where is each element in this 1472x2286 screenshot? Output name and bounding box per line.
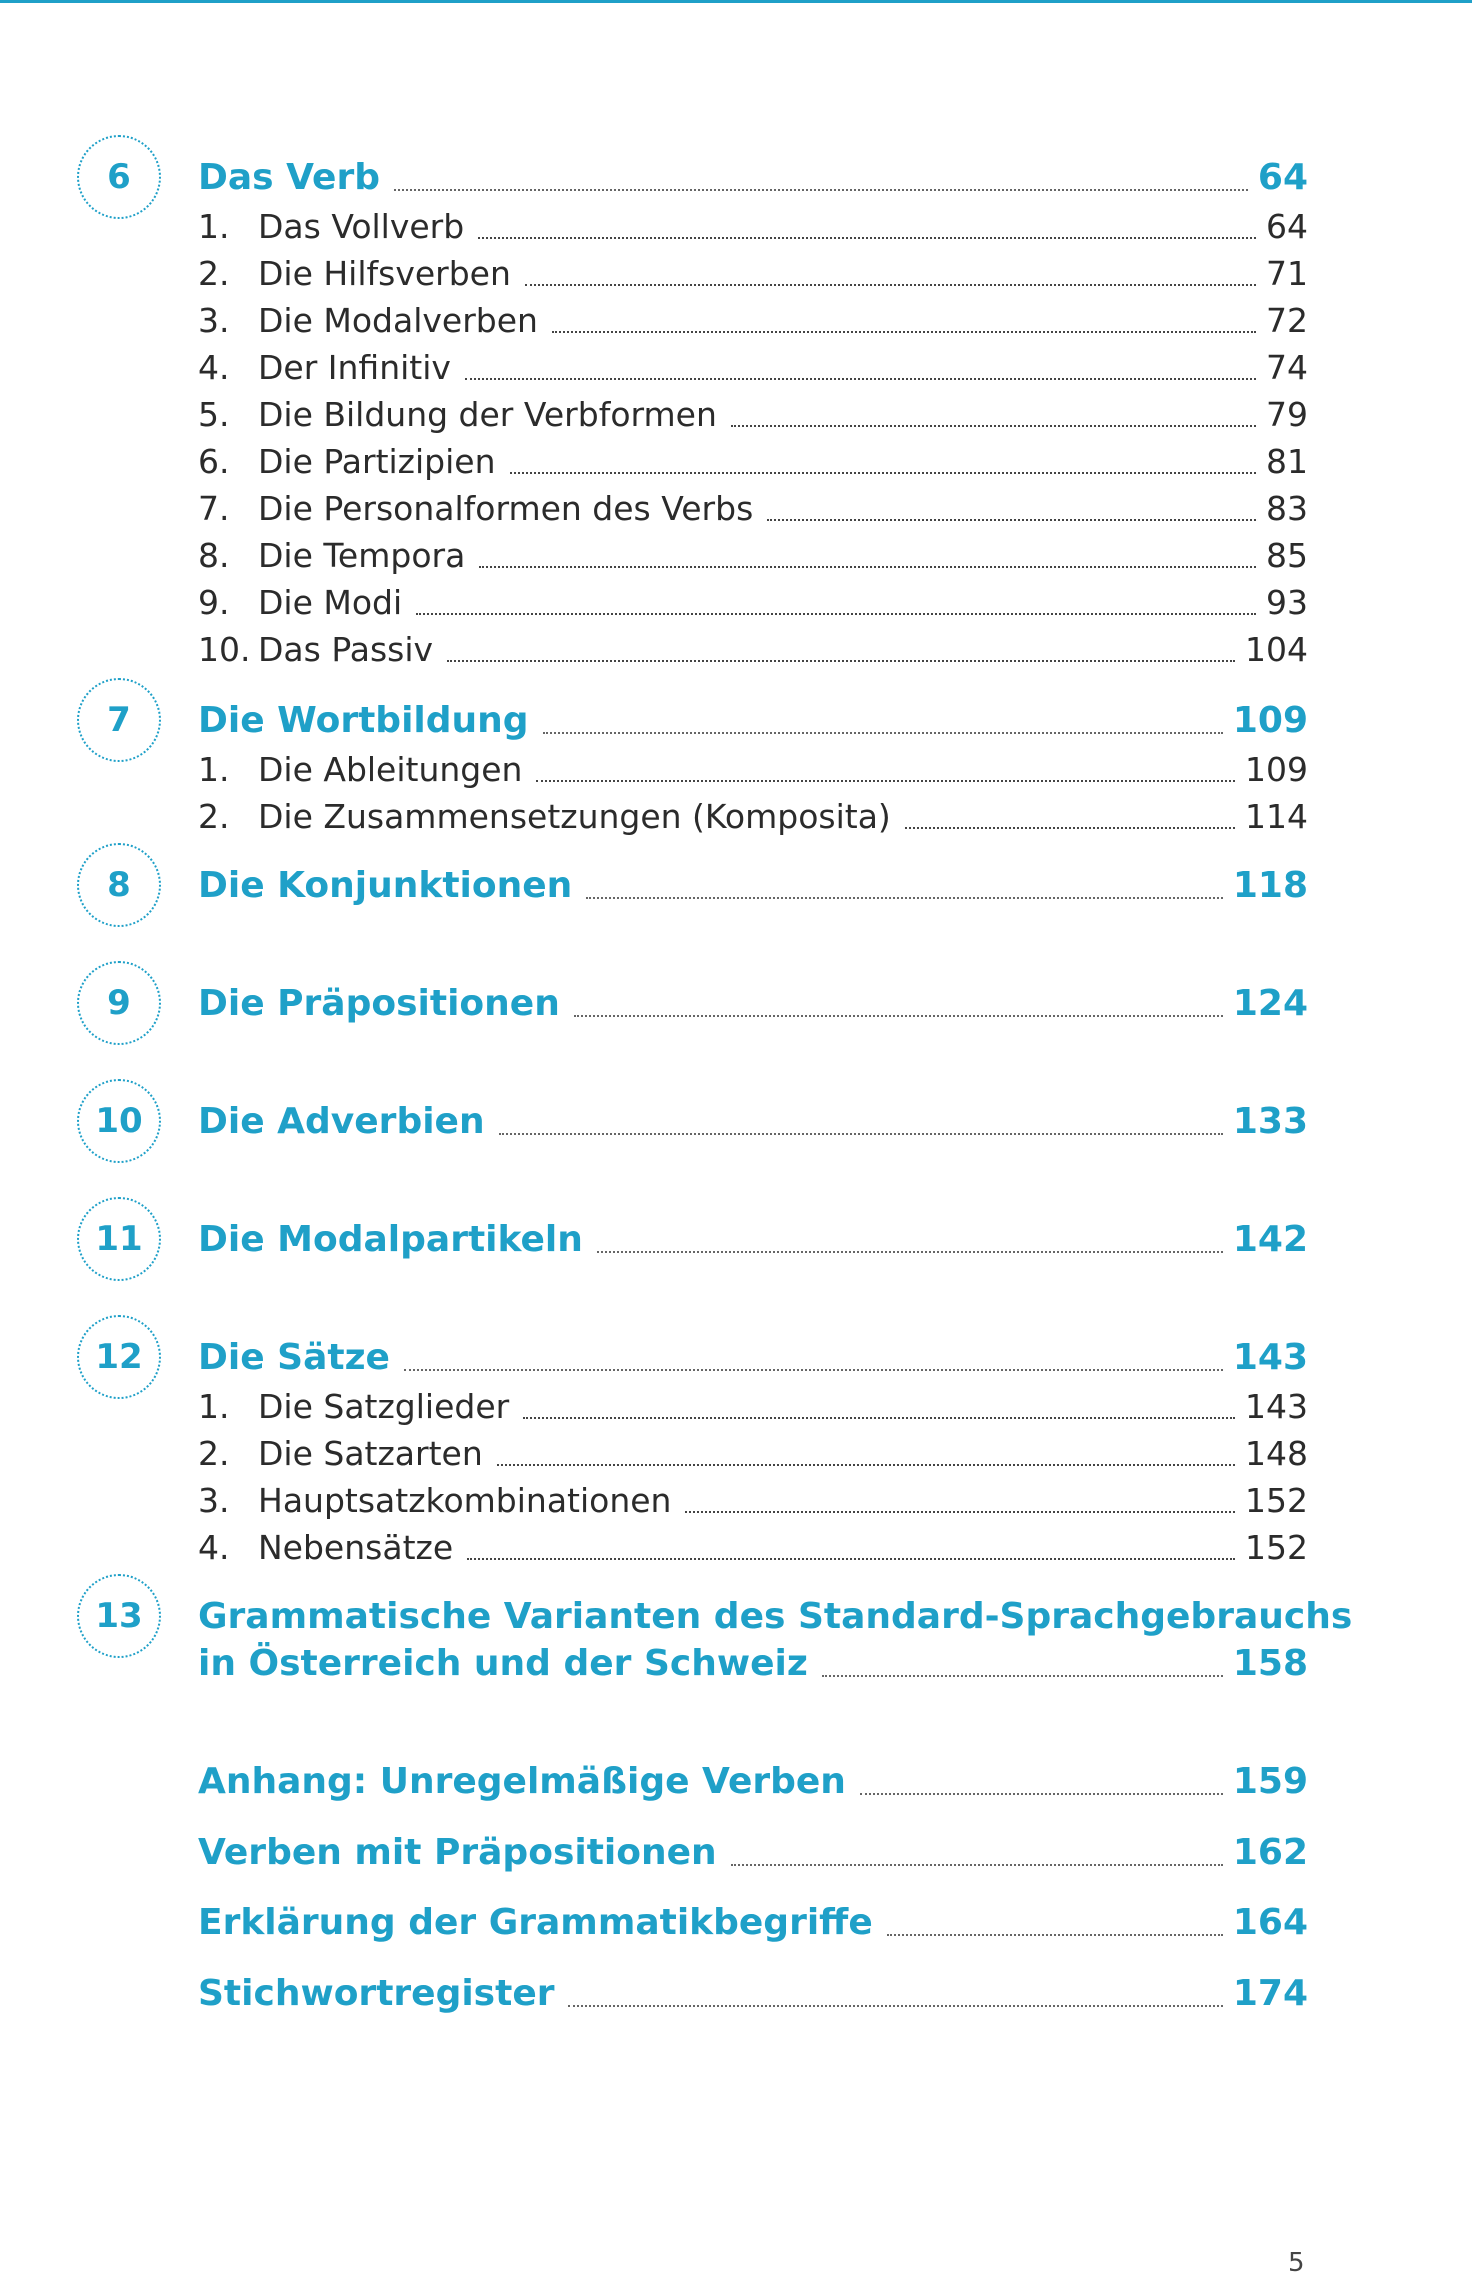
section-number: 1. — [198, 1387, 230, 1426]
dot-leader — [536, 780, 1235, 782]
dot-leader — [905, 827, 1235, 829]
toc-appendix-item[interactable] — [198, 1756, 1308, 1802]
toc-section[interactable] — [198, 484, 1308, 528]
chapter-page: 118 — [1232, 865, 1308, 906]
dot-leader — [552, 331, 1256, 333]
section-number: 3. — [198, 301, 230, 340]
dot-leader — [597, 1251, 1223, 1253]
toc-section[interactable] — [198, 792, 1308, 836]
section-page: 152 — [1245, 1528, 1308, 1567]
chapter-title: in Österreich und der Schweiz — [198, 1643, 808, 1684]
toc-chapter-6[interactable] — [198, 152, 1308, 198]
section-number: 5. — [198, 395, 230, 434]
toc-section[interactable] — [198, 625, 1308, 669]
section-page: 79 — [1266, 395, 1308, 434]
dot-leader — [465, 378, 1256, 380]
appendix-title: Anhang: Unregelmäßige Verben — [198, 1761, 846, 1802]
chapter-title: Das Verb — [198, 157, 380, 198]
section-number: 2. — [198, 1434, 230, 1473]
section-title: Die Satzglieder — [258, 1387, 510, 1426]
dot-leader — [543, 732, 1223, 734]
section-page: 74 — [1266, 348, 1308, 387]
section-title: Die Ableitungen — [258, 750, 523, 789]
dot-leader — [731, 1864, 1223, 1866]
section-page: 83 — [1266, 489, 1308, 528]
chapter-badge-6: 6 — [77, 135, 161, 219]
toc-section[interactable] — [198, 343, 1308, 387]
appendix-page: 164 — [1232, 1902, 1308, 1943]
section-page: 109 — [1245, 750, 1308, 789]
appendix-page: 159 — [1232, 1761, 1308, 1802]
toc-appendix-item[interactable] — [198, 1827, 1308, 1873]
toc-chapter-8[interactable] — [198, 860, 1308, 906]
chapter-badge-8: 8 — [77, 843, 161, 927]
section-number: 3. — [198, 1481, 230, 1520]
section-number: 9. — [198, 583, 230, 622]
toc-section[interactable] — [198, 249, 1308, 293]
section-number: 1. — [198, 750, 230, 789]
section-page: 148 — [1245, 1434, 1308, 1473]
chapter-title: Grammatische Varianten des Standard-Sprachgebrauchs — [198, 1596, 1353, 1637]
toc-section[interactable] — [198, 202, 1308, 246]
toc-section[interactable] — [198, 1382, 1308, 1426]
toc-chapter-13-line2[interactable] — [198, 1638, 1308, 1684]
section-title: Hauptsatzkombinationen — [258, 1481, 672, 1520]
section-title: Das Vollverb — [258, 207, 465, 246]
chapter-title: Die Sätze — [198, 1337, 390, 1378]
dot-leader — [479, 566, 1256, 568]
section-title: Die Hilfsverben — [258, 254, 511, 293]
appendix-page: 174 — [1232, 1973, 1308, 2014]
appendix-page: 162 — [1232, 1832, 1308, 1873]
section-title: Der Infinitiv — [258, 348, 451, 387]
section-page: 72 — [1266, 301, 1308, 340]
toc-chapter-13-line1[interactable] — [198, 1591, 1353, 1637]
chapter-title: Die Konjunktionen — [198, 865, 573, 906]
appendix-title: Stichwortregister — [198, 1973, 555, 2014]
chapter-title: Die Wortbildung — [198, 700, 529, 741]
section-title: Die Modalverben — [258, 301, 538, 340]
dot-leader — [404, 1369, 1223, 1371]
dot-leader — [586, 897, 1223, 899]
section-title: Die Partizipien — [258, 442, 496, 481]
chapter-badge-9: 9 — [77, 961, 161, 1045]
dot-leader — [574, 1015, 1223, 1017]
toc-section[interactable] — [198, 1523, 1308, 1567]
section-page: 85 — [1266, 536, 1308, 575]
toc-appendix-item[interactable] — [198, 1897, 1308, 1943]
section-number: 1. — [198, 207, 230, 246]
dot-leader — [510, 472, 1256, 474]
section-number: 8. — [198, 536, 230, 575]
toc-appendix-item[interactable] — [198, 1968, 1308, 2014]
chapter-page: 143 — [1232, 1337, 1308, 1378]
chapter-page: 142 — [1232, 1219, 1308, 1260]
section-number: 4. — [198, 348, 230, 387]
dot-leader — [416, 613, 1256, 615]
dot-leader — [887, 1934, 1223, 1936]
chapter-title: Die Adverbien — [198, 1101, 485, 1142]
chapter-badge-10: 10 — [77, 1079, 161, 1163]
toc-section[interactable] — [198, 1476, 1308, 1520]
section-title: Die Personalformen des Verbs — [258, 489, 754, 528]
chapter-page: 158 — [1232, 1643, 1308, 1684]
section-page: 81 — [1266, 442, 1308, 481]
section-page: 143 — [1245, 1387, 1308, 1426]
toc-chapter-11[interactable] — [198, 1214, 1308, 1260]
section-title: Das Passiv — [258, 630, 434, 669]
section-title: Die Zusammensetzungen (Komposita) — [258, 797, 891, 836]
chapter-badge-12: 12 — [77, 1315, 161, 1399]
toc-section[interactable] — [198, 390, 1308, 434]
section-number: 4. — [198, 1528, 230, 1567]
section-title: Die Satzarten — [258, 1434, 483, 1473]
chapter-title: Die Modalpartikeln — [198, 1219, 583, 1260]
toc-section[interactable] — [198, 745, 1308, 789]
dot-leader — [447, 660, 1235, 662]
section-title: Die Modi — [258, 583, 403, 622]
section-title: Die Tempora — [258, 536, 466, 575]
section-number: 2. — [198, 797, 230, 836]
section-number: 7. — [198, 489, 230, 528]
chapter-title: Die Präpositionen — [198, 983, 560, 1024]
dot-leader — [478, 237, 1256, 239]
dot-leader — [525, 284, 1256, 286]
dot-leader — [568, 2005, 1222, 2007]
page-number: 5 — [1288, 2248, 1305, 2278]
section-title: Nebensätze — [258, 1528, 454, 1567]
section-page: 114 — [1245, 797, 1308, 836]
appendix-title: Erklärung der Grammatikbegriffe — [198, 1902, 873, 1943]
dot-leader — [731, 425, 1256, 427]
chapter-page: 64 — [1257, 157, 1308, 198]
toc-section[interactable] — [198, 437, 1308, 481]
toc-chapter-10[interactable] — [198, 1096, 1308, 1142]
toc-section[interactable] — [198, 531, 1308, 575]
dot-leader — [499, 1133, 1223, 1135]
chapter-page: 133 — [1232, 1101, 1308, 1142]
toc-section[interactable] — [198, 1429, 1308, 1473]
section-number: 2. — [198, 254, 230, 293]
toc-chapter-9[interactable] — [198, 978, 1308, 1024]
chapter-page: 109 — [1232, 700, 1308, 741]
dot-leader — [394, 189, 1248, 191]
toc-chapter-12[interactable] — [198, 1332, 1308, 1378]
section-page: 93 — [1266, 583, 1308, 622]
chapter-badge-13: 13 — [77, 1574, 161, 1658]
dot-leader — [860, 1793, 1223, 1795]
toc-section[interactable] — [198, 578, 1308, 622]
dot-leader — [497, 1464, 1235, 1466]
section-number: 6. — [198, 442, 230, 481]
dot-leader — [685, 1511, 1235, 1513]
section-page: 71 — [1266, 254, 1308, 293]
toc-chapter-7[interactable] — [198, 695, 1308, 741]
dot-leader — [767, 519, 1256, 521]
chapter-badge-7: 7 — [77, 678, 161, 762]
dot-leader — [822, 1675, 1223, 1677]
section-page: 152 — [1245, 1481, 1308, 1520]
section-title: Die Bildung der Verbformen — [258, 395, 717, 434]
section-number: 10. — [198, 630, 251, 669]
dot-leader — [467, 1558, 1235, 1560]
dot-leader — [523, 1417, 1235, 1419]
chapter-page: 124 — [1232, 983, 1308, 1024]
chapter-badge-11: 11 — [77, 1197, 161, 1281]
toc-section[interactable] — [198, 296, 1308, 340]
section-page: 64 — [1266, 207, 1308, 246]
section-page: 104 — [1245, 630, 1308, 669]
appendix-title: Verben mit Präpositionen — [198, 1832, 717, 1873]
